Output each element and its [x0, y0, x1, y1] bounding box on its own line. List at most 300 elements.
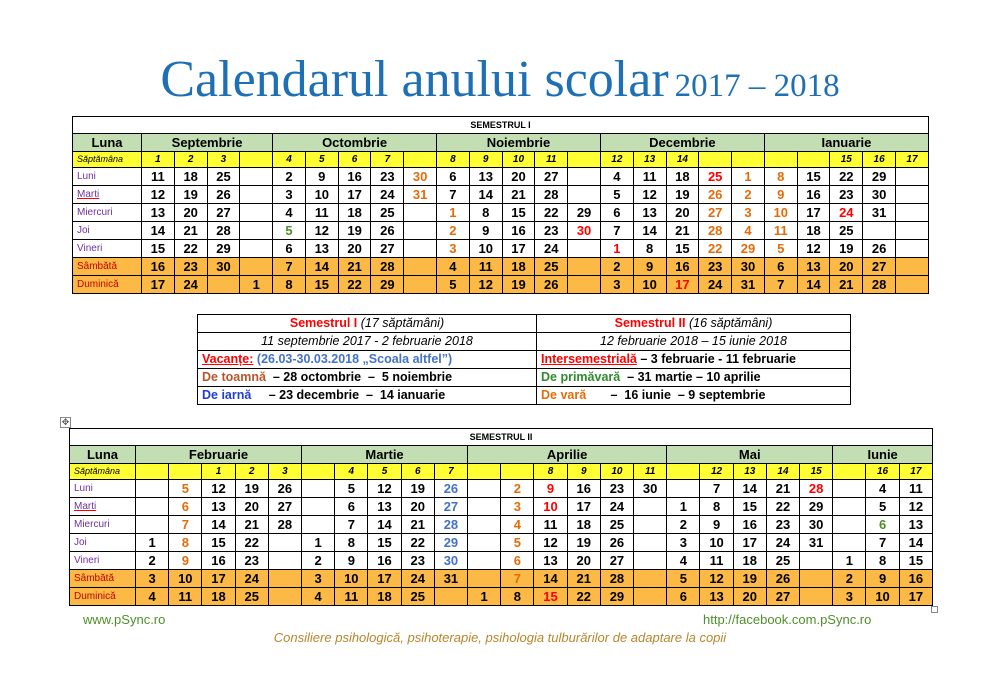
day-label: Duminică	[70, 588, 136, 606]
day-label: Vineri	[70, 552, 136, 570]
date-cell: 2	[600, 258, 633, 276]
date-cell: 13	[899, 516, 932, 534]
footer-facebook-link[interactable]: http://facebook.com.pSync.ro	[703, 612, 872, 627]
date-cell: 30	[863, 186, 896, 204]
date-cell: 24	[600, 498, 633, 516]
date-cell: 12	[202, 480, 235, 498]
month-header: Septembrie	[142, 134, 273, 152]
primavara-row	[537, 369, 851, 387]
date-cell: 1	[833, 552, 866, 570]
week-number: 2	[174, 152, 207, 168]
date-cell	[833, 498, 866, 516]
date-cell	[800, 552, 833, 570]
date-cell: 17	[797, 204, 830, 222]
date-cell	[240, 240, 273, 258]
date-cell: 19	[830, 240, 863, 258]
date-cell: 28	[434, 516, 467, 534]
date-cell: 11	[305, 204, 338, 222]
date-cell: 7	[866, 534, 899, 552]
date-cell: 3	[833, 588, 866, 606]
date-cell: 17	[338, 186, 371, 204]
date-cell: 26	[766, 570, 799, 588]
date-cell: 30	[568, 222, 601, 240]
date-cell: 24	[830, 204, 863, 222]
month-header: Aprilie	[468, 446, 667, 464]
date-cell: 4	[667, 552, 700, 570]
date-cell: 19	[666, 186, 699, 204]
toamna-value: – 28 octombrie – 5 noiembrie	[265, 370, 453, 384]
date-cell: 22	[235, 534, 268, 552]
table-move-handle-icon[interactable]: ✥	[61, 417, 70, 427]
week-number: 13	[633, 152, 666, 168]
date-cell	[240, 186, 273, 204]
date-cell: 17	[666, 276, 699, 294]
date-cell: 29	[732, 240, 765, 258]
date-cell	[568, 186, 601, 204]
page-title	[0, 50, 1000, 109]
date-cell: 3	[273, 186, 306, 204]
date-cell: 18	[338, 204, 371, 222]
date-cell: 4	[866, 480, 899, 498]
week-number: 1	[202, 464, 235, 480]
date-cell: 13	[700, 588, 733, 606]
date-cell: 16	[142, 258, 175, 276]
date-cell: 22	[535, 204, 568, 222]
date-cell: 12	[469, 276, 502, 294]
date-cell: 10	[700, 534, 733, 552]
date-cell	[136, 480, 169, 498]
week-number: 5	[305, 152, 338, 168]
date-cell: 16	[733, 516, 766, 534]
week-number	[667, 464, 700, 480]
date-cell: 2	[302, 552, 335, 570]
date-cell: 8	[866, 552, 899, 570]
week-number: 17	[895, 152, 928, 168]
date-cell: 4	[501, 516, 534, 534]
week-number: 11	[634, 464, 667, 480]
date-cell: 5	[501, 534, 534, 552]
date-cell: 14	[305, 258, 338, 276]
date-cell: 21	[830, 276, 863, 294]
date-cell: 25	[830, 222, 863, 240]
date-cell	[468, 516, 501, 534]
date-cell: 6	[437, 168, 470, 186]
scoala-altfel: (26.03-30.03.2018 „Scoala altfel”)	[256, 352, 453, 366]
date-cell: 11	[764, 222, 797, 240]
date-cell: 12	[142, 186, 175, 204]
date-cell	[468, 552, 501, 570]
date-cell	[895, 186, 928, 204]
day-row	[73, 186, 929, 204]
date-cell	[568, 276, 601, 294]
week-number: 13	[733, 464, 766, 480]
date-cell: 27	[535, 168, 568, 186]
date-cell: 9	[469, 222, 502, 240]
sem1-header: SEMESTRUL I	[73, 117, 929, 134]
date-cell: 2	[273, 168, 306, 186]
date-cell: 5	[764, 240, 797, 258]
date-cell	[136, 516, 169, 534]
date-cell: 19	[338, 222, 371, 240]
date-cell: 23	[235, 552, 268, 570]
date-cell: 13	[469, 168, 502, 186]
date-cell: 4	[600, 168, 633, 186]
date-cell: 17	[899, 588, 932, 606]
date-cell	[833, 534, 866, 552]
date-cell: 6	[667, 588, 700, 606]
date-cell: 28	[268, 516, 301, 534]
date-cell: 23	[766, 516, 799, 534]
date-cell: 9	[169, 552, 202, 570]
date-cell	[634, 534, 667, 552]
date-cell: 20	[174, 204, 207, 222]
date-cell: 13	[797, 258, 830, 276]
date-cell: 26	[268, 480, 301, 498]
toamna-label: De toamnă	[202, 370, 266, 384]
date-cell: 6	[335, 498, 368, 516]
date-cell	[240, 222, 273, 240]
date-cell: 9	[305, 168, 338, 186]
date-cell	[863, 222, 896, 240]
semester-2-table	[69, 428, 933, 606]
date-cell: 3	[501, 498, 534, 516]
date-cell: 24	[371, 186, 404, 204]
date-cell	[468, 534, 501, 552]
date-cell: 3	[437, 240, 470, 258]
date-cell: 8	[169, 534, 202, 552]
week-number	[169, 464, 202, 480]
sem2-weeks: (16 săptămâni)	[688, 316, 773, 330]
date-cell: 18	[666, 168, 699, 186]
sem1-header-row	[73, 117, 929, 134]
date-cell: 31	[404, 186, 437, 204]
week-number: 14	[766, 464, 799, 480]
date-cell: 1	[437, 204, 470, 222]
date-cell	[240, 168, 273, 186]
date-cell	[404, 276, 437, 294]
date-cell: 26	[699, 186, 732, 204]
date-cell: 15	[797, 168, 830, 186]
date-cell	[634, 588, 667, 606]
day-label: Vineri	[73, 240, 142, 258]
date-cell: 20	[830, 258, 863, 276]
date-cell: 1	[732, 168, 765, 186]
date-cell: 4	[273, 204, 306, 222]
date-cell: 9	[700, 516, 733, 534]
sem1-title: Semestrul I	[289, 316, 358, 330]
date-cell: 11	[899, 480, 932, 498]
week-number: 9	[469, 152, 502, 168]
week-number: 6	[338, 152, 371, 168]
date-cell	[667, 480, 700, 498]
date-cell: 10	[633, 276, 666, 294]
date-cell: 16	[666, 258, 699, 276]
date-cell	[268, 534, 301, 552]
sem1-title-cell	[198, 315, 537, 333]
primavara-label: De primăvară	[541, 370, 621, 384]
date-cell: 11	[700, 552, 733, 570]
week-number: 1	[142, 152, 175, 168]
date-cell: 18	[202, 588, 235, 606]
date-cell: 19	[235, 480, 268, 498]
date-cell: 25	[207, 168, 240, 186]
week-number	[404, 152, 437, 168]
date-cell: 2	[136, 552, 169, 570]
month-header: Decembrie	[600, 134, 764, 152]
day-row	[73, 276, 929, 294]
date-cell: 17	[502, 240, 535, 258]
date-cell: 14	[733, 480, 766, 498]
date-cell: 13	[202, 498, 235, 516]
day-label: Joi	[73, 222, 142, 240]
date-cell: 29	[568, 204, 601, 222]
date-cell: 21	[338, 258, 371, 276]
date-cell: 5	[273, 222, 306, 240]
date-cell: 13	[305, 240, 338, 258]
date-cell: 22	[699, 240, 732, 258]
date-cell	[434, 588, 467, 606]
date-cell: 15	[142, 240, 175, 258]
date-cell: 17	[368, 570, 401, 588]
date-cell: 28	[207, 222, 240, 240]
date-cell: 31	[434, 570, 467, 588]
date-cell: 1	[667, 498, 700, 516]
date-cell: 10	[469, 240, 502, 258]
day-label: Luni	[70, 480, 136, 498]
date-cell: 30	[732, 258, 765, 276]
date-cell: 22	[830, 168, 863, 186]
date-cell: 2	[732, 186, 765, 204]
date-cell: 6	[273, 240, 306, 258]
date-cell	[207, 276, 240, 294]
day-row	[70, 570, 933, 588]
date-cell: 3	[600, 276, 633, 294]
semester-1-table	[72, 116, 929, 294]
date-cell: 29	[207, 240, 240, 258]
date-cell: 1	[240, 276, 273, 294]
week-number	[240, 152, 273, 168]
date-cell: 10	[305, 186, 338, 204]
date-cell: 4	[302, 588, 335, 606]
date-cell: 29	[434, 534, 467, 552]
iarna-label: De iarnă	[202, 388, 252, 402]
date-cell: 21	[401, 516, 434, 534]
date-cell: 27	[600, 552, 633, 570]
date-cell: 18	[797, 222, 830, 240]
week-number	[501, 464, 534, 480]
month-header: Mai	[667, 446, 833, 464]
date-cell: 28	[699, 222, 732, 240]
date-cell: 2	[667, 516, 700, 534]
date-cell: 12	[534, 534, 567, 552]
vacante-label: Vacanțe:	[202, 352, 254, 366]
date-cell: 21	[567, 570, 600, 588]
date-cell: 12	[899, 498, 932, 516]
day-row	[70, 516, 933, 534]
date-cell: 24	[174, 276, 207, 294]
primavara-value: – 31 martie – 10 aprilie	[620, 370, 761, 384]
date-cell: 2	[437, 222, 470, 240]
date-cell: 16	[899, 570, 932, 588]
week-number: 17	[899, 464, 932, 480]
date-cell: 16	[368, 552, 401, 570]
week-number	[732, 152, 765, 168]
date-cell: 18	[733, 552, 766, 570]
intersemestriala-value: – 3 februarie - 11 februarie	[636, 352, 796, 366]
date-cell: 8	[700, 498, 733, 516]
date-cell: 27	[699, 204, 732, 222]
month-header: Iunie	[833, 446, 933, 464]
date-cell: 18	[567, 516, 600, 534]
week-number: 11	[535, 152, 568, 168]
date-cell: 15	[368, 534, 401, 552]
sem1-weeks: (17 săptămâni)	[360, 316, 445, 330]
date-cell	[833, 516, 866, 534]
day-row	[70, 552, 933, 570]
date-cell: 13	[142, 204, 175, 222]
date-cell: 27	[207, 204, 240, 222]
date-cell: 6	[600, 204, 633, 222]
date-cell	[268, 570, 301, 588]
date-cell: 30	[434, 552, 467, 570]
date-cell: 15	[502, 204, 535, 222]
date-cell	[404, 222, 437, 240]
footer-website-link[interactable]: www.pSync.ro	[83, 612, 166, 627]
date-cell: 18	[174, 168, 207, 186]
month-header: Octombrie	[273, 134, 437, 152]
date-cell: 1	[468, 588, 501, 606]
intersemestriala-label: Intersemestrială	[541, 352, 637, 366]
date-cell: 7	[335, 516, 368, 534]
date-cell: 11	[534, 516, 567, 534]
week-number: 14	[666, 152, 699, 168]
table-resize-handle-icon[interactable]	[931, 606, 938, 613]
day-label: Marti	[70, 498, 136, 516]
date-cell: 24	[401, 570, 434, 588]
week-number: 8	[534, 464, 567, 480]
vara-label: De vară	[541, 388, 587, 402]
day-label: Miercuri	[70, 516, 136, 534]
date-cell: 17	[142, 276, 175, 294]
sem2-header: SEMESTRUL II	[70, 429, 933, 446]
day-label: Luni	[73, 168, 142, 186]
date-cell: 15	[666, 240, 699, 258]
date-cell: 13	[368, 498, 401, 516]
date-cell: 26	[535, 276, 568, 294]
date-cell: 5	[437, 276, 470, 294]
week-number: 2	[235, 464, 268, 480]
date-cell: 28	[371, 258, 404, 276]
vara-value: – 16 iunie – 9 septembrie	[586, 388, 766, 402]
date-cell: 10	[764, 204, 797, 222]
day-row	[73, 204, 929, 222]
date-cell: 14	[797, 276, 830, 294]
date-cell: 4	[437, 258, 470, 276]
sem2-dates: 12 februarie 2018 – 15 iunie 2018	[537, 333, 851, 351]
date-cell	[568, 168, 601, 186]
date-cell	[833, 480, 866, 498]
date-cell: 23	[830, 186, 863, 204]
date-cell	[634, 570, 667, 588]
week-number: 10	[502, 152, 535, 168]
date-cell: 9	[335, 552, 368, 570]
date-cell: 29	[800, 498, 833, 516]
iarna-value: – 23 decembrie – 14 ianuarie	[251, 388, 446, 402]
week-number	[797, 152, 830, 168]
date-cell: 13	[534, 552, 567, 570]
toamna-row	[198, 369, 537, 387]
day-label: Miercuri	[73, 204, 142, 222]
date-cell: 25	[535, 258, 568, 276]
date-cell: 24	[535, 240, 568, 258]
date-cell: 20	[235, 498, 268, 516]
date-cell: 4	[136, 588, 169, 606]
date-cell: 7	[169, 516, 202, 534]
date-cell: 12	[797, 240, 830, 258]
date-cell: 16	[502, 222, 535, 240]
date-cell: 26	[207, 186, 240, 204]
date-cell	[634, 516, 667, 534]
day-label: Duminică	[73, 276, 142, 294]
date-cell	[634, 552, 667, 570]
date-cell: 22	[338, 276, 371, 294]
month-header: Februarie	[136, 446, 302, 464]
date-cell: 18	[502, 258, 535, 276]
date-cell: 14	[202, 516, 235, 534]
date-cell: 11	[335, 588, 368, 606]
day-row	[70, 534, 933, 552]
date-cell: 22	[174, 240, 207, 258]
day-row	[73, 258, 929, 276]
week-number	[468, 464, 501, 480]
date-cell: 5	[667, 570, 700, 588]
date-cell: 28	[800, 480, 833, 498]
date-cell: 10	[866, 588, 899, 606]
week-number: 16	[863, 152, 896, 168]
date-cell: 29	[371, 276, 404, 294]
date-cell: 3	[136, 570, 169, 588]
semester-info-table	[197, 314, 851, 405]
date-cell: 13	[633, 204, 666, 222]
sem1-dates: 11 septembrie 2017 - 2 februarie 2018	[198, 333, 537, 351]
week-number: 16	[866, 464, 899, 480]
date-cell: 7	[764, 276, 797, 294]
date-cell: 2	[833, 570, 866, 588]
date-cell: 31	[732, 276, 765, 294]
date-cell: 10	[169, 570, 202, 588]
day-label: Joi	[70, 534, 136, 552]
date-cell: 11	[142, 168, 175, 186]
date-cell: 6	[501, 552, 534, 570]
week-number: 10	[600, 464, 633, 480]
date-cell: 23	[401, 552, 434, 570]
date-cell: 5	[335, 480, 368, 498]
date-cell: 8	[501, 588, 534, 606]
week-number: 3	[268, 464, 301, 480]
week-number: 7	[371, 152, 404, 168]
date-cell	[240, 204, 273, 222]
iarna-row	[198, 387, 537, 405]
date-cell	[302, 498, 335, 516]
date-cell: 25	[401, 588, 434, 606]
date-cell	[895, 222, 928, 240]
date-cell: 30	[207, 258, 240, 276]
date-cell: 24	[766, 534, 799, 552]
date-cell: 9	[866, 570, 899, 588]
date-cell: 19	[401, 480, 434, 498]
date-cell: 28	[863, 276, 896, 294]
date-cell: 30	[634, 480, 667, 498]
